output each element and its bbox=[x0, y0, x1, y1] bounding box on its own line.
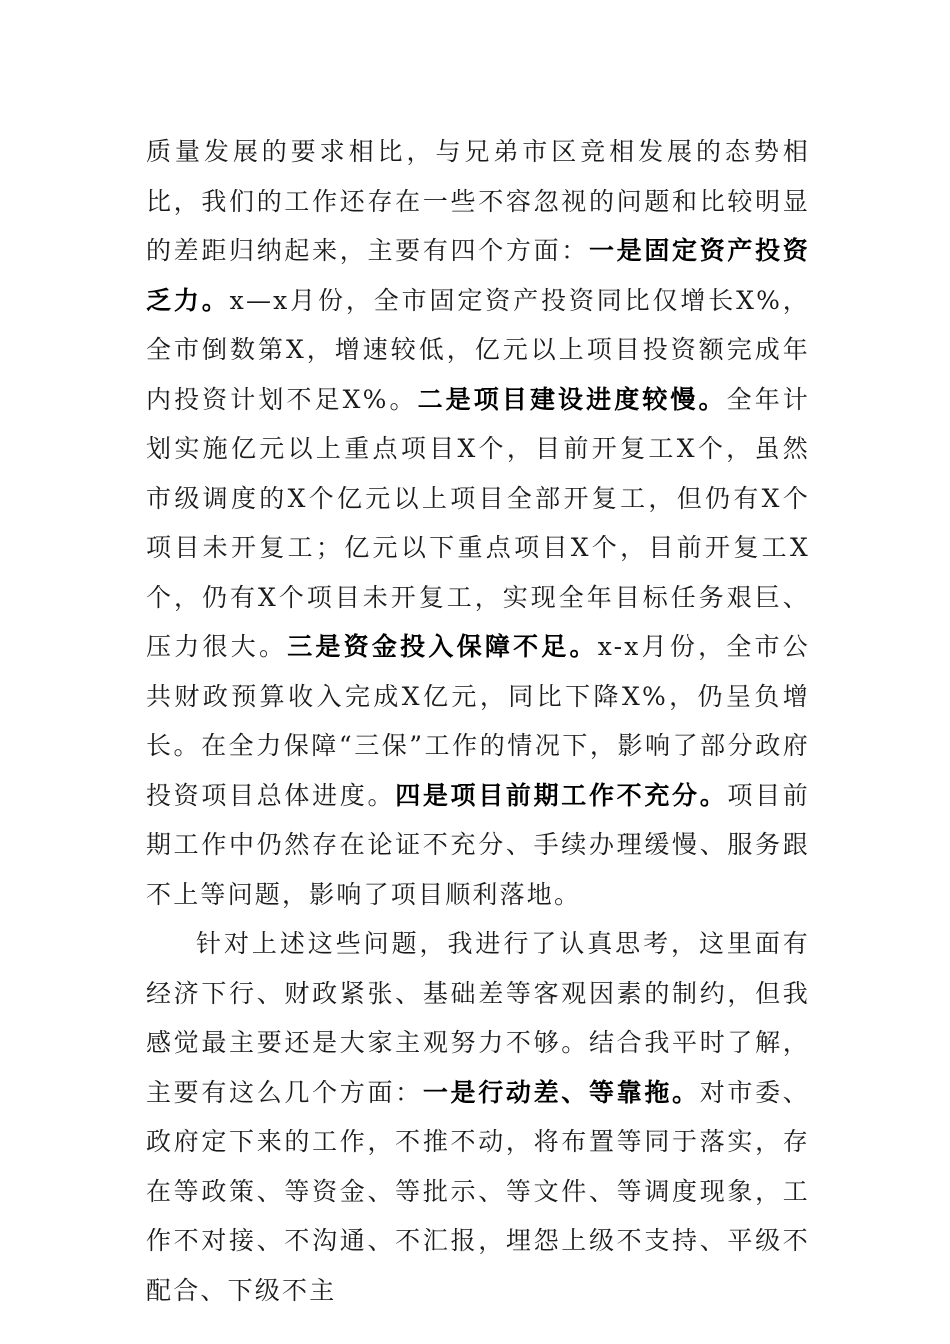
text-segment: 对市委、政府定下来的工作，不推不动，将布置等同于落实，存在等政策、等资金、等批示、等文件、等调度现象，工作不对接、不沟通、不汇报，埋怨上级不支持、平级不配合、下级不主 bbox=[146, 1077, 810, 1305]
bold-heading-point-1: 一是固定资产投资乏力。 bbox=[146, 236, 810, 315]
text-segment: x—x月份，全市固定资产投资同比仅增长X%，全市倒数第X，增速较低，亿元以上项目投资额完成年内投资计划不足X%。 bbox=[146, 285, 810, 414]
text-segment: 全年计划实施亿元以上重点项目X个，目前开复工X个，虽然市级调度的X个亿元以上项目全部开复工，但仍有X个项目未开复工；亿元以下重点项目X个，目前开复工X个，仍有X个项目未开复工，实现全年目标任务艰巨、压力很大。 bbox=[146, 384, 810, 661]
bold-heading-point-2: 二是项目建设进度较慢。 bbox=[417, 384, 727, 414]
text-segment: x-x月份，全市公共财政预算收入完成X亿元，同比下降X%，仍呈负增长。在全力保障“三保”工作的情况下，影响了部分政府投资项目总体进度。 bbox=[146, 632, 810, 810]
paragraph-causes bbox=[146, 919, 810, 1315]
paragraph-problems bbox=[146, 127, 810, 919]
text-segment: 针对上述这些问题，我进行了认真思考，这里面有经济下行、财政紧张、基础差等客观因素的制约，但我感觉最主要还是大家主观努力不够。结合我平时了解，主要有这么几个方面： bbox=[146, 929, 810, 1107]
bold-heading-point-4: 四是项目前期工作不充分。 bbox=[395, 780, 728, 810]
bold-heading-cause-1: 一是行动差、等靠拖。 bbox=[422, 1077, 700, 1107]
bold-heading-point-3: 三是资金投入保障不足。 bbox=[287, 632, 598, 661]
document-body bbox=[146, 127, 810, 1315]
text-segment: 项目前期工作中仍然存在论证不充分、手续办理缓慢、服务跟不上等问题，影响了项目顺利落地。 bbox=[146, 780, 810, 909]
text-segment: 质量发展的要求相比，与兄弟市区竞相发展的态势相比，我们的工作还存在一些不容忽视的问题和比较明显的差距归纳起来，主要有四个方面： bbox=[146, 137, 810, 265]
